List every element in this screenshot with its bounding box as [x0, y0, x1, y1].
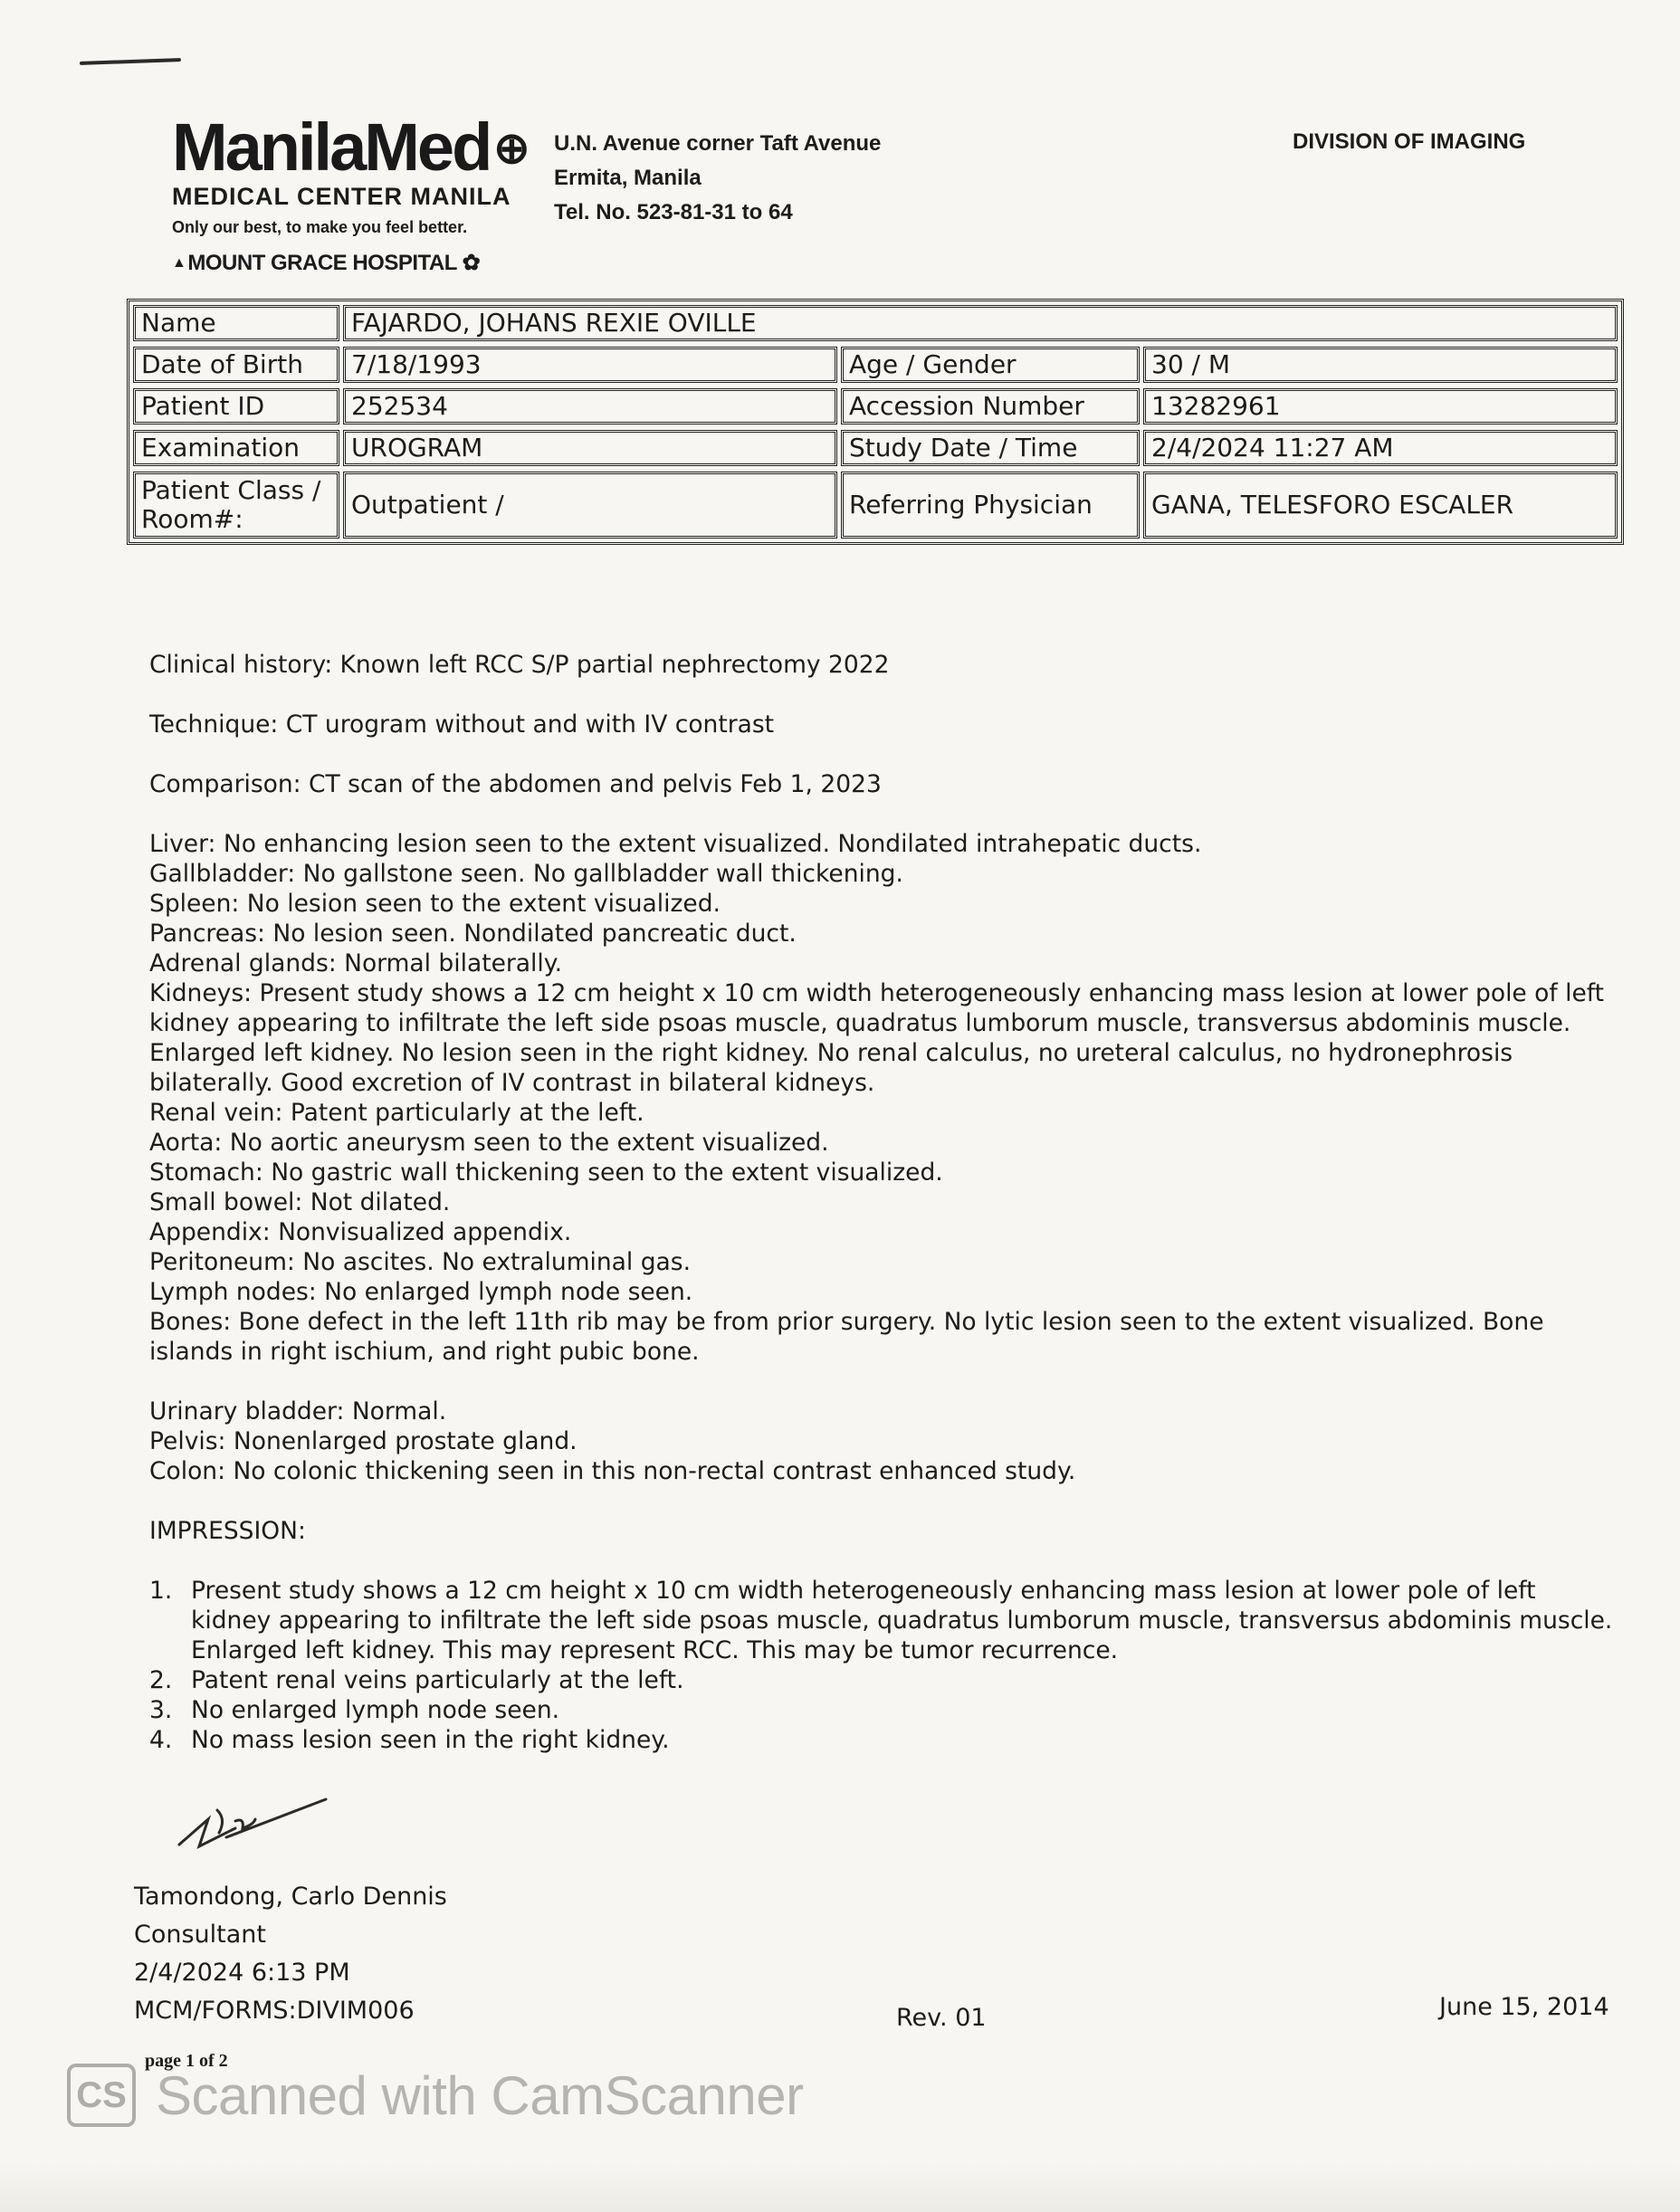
row-examination	[133, 430, 1618, 466]
signer-name: Tamondong, Carlo Dennis	[134, 1883, 447, 1911]
row-name	[133, 305, 1618, 341]
patient-class-label: Patient Class / Room#:	[133, 472, 339, 539]
finding-line: Kidneys: Present study shows a 12 cm height x 10 cm width heterogeneously enhancing mass lesion at lower pole of left kidney appearing to infiltrate the left side psoas muscle, quadratus lumborum muscle, transversus abdominis muscle. Enlarged left kidney. No lesion seen in the right kidney. No renal calculus, no ureteral calculus, no hydronephrosis bilaterally. Good excretion of IV contrast in bilateral kidneys.	[149, 979, 1605, 1097]
findings-list	[149, 829, 1616, 1367]
finding-line: Appendix: Nonvisualized appendix.	[149, 1218, 572, 1246]
row-dob	[133, 347, 1618, 383]
finding-line: Gallbladder: No gallstone seen. No gallbladder wall thickening.	[149, 860, 903, 888]
signer-title: Consultant	[134, 1921, 266, 1949]
impression-item	[149, 1576, 1616, 1665]
patient-id-value: 252534	[343, 388, 837, 424]
finding-line: Pancreas: No lesion seen. Nondilated pancreatic duct.	[149, 920, 797, 948]
report-body	[149, 650, 1616, 1755]
technique: Technique: CT urogram without and with IV contrast	[149, 710, 775, 739]
form-revision: Rev. 01	[896, 2004, 987, 2032]
scan-edge	[0, 2163, 1680, 2212]
division-title: DIVISION OF IMAGING	[1293, 129, 1526, 154]
finding-line: Spleen: No lesion seen to the extent visualized.	[149, 890, 721, 918]
impression-number: 2.	[149, 1666, 173, 1694]
patient-id-label: Patient ID	[133, 388, 339, 424]
triangle-icon: ▲	[172, 255, 186, 271]
finding-line: Liver: No enhancing lesion seen to the extent visualized. Nondilated intrahepatic ducts.	[149, 830, 1202, 858]
hospital-address	[554, 127, 881, 230]
impression-item	[149, 1695, 1616, 1725]
finding-line: Small bowel: Not dilated.	[149, 1188, 451, 1216]
examination-label: Examination	[133, 430, 339, 466]
address-phone: Tel. No. 523-81-31 to 64	[554, 200, 793, 224]
finding-line: Renal vein: Patent particularly at the left.	[149, 1099, 644, 1127]
camscanner-watermark	[67, 2064, 804, 2127]
accession-label: Accession Number	[841, 388, 1140, 424]
finding-line: Bones: Bone defect in the left 11th rib may be from prior surgery. No lytic lesion seen to the extent visualized. Bone islands in right ischium, and right pubic bone.	[149, 1308, 1544, 1366]
referring-physician-label: Referring Physician	[841, 472, 1140, 539]
camscanner-text: Scanned with CamScanner	[156, 2064, 804, 2126]
row-patient-class	[133, 472, 1618, 539]
finding-line: Adrenal glands: Normal bilaterally.	[149, 949, 563, 977]
finding-line: Lymph nodes: No enlarged lymph node seen.	[149, 1278, 693, 1306]
impression-item	[149, 1725, 1616, 1755]
form-code: MCM/FORMS:DIVIM006	[134, 1997, 415, 2025]
examination-value: UROGRAM	[343, 430, 837, 466]
patient-class-value: Outpatient /	[343, 472, 837, 539]
signature	[172, 1792, 335, 1855]
logo-hospital: ▲MOUNT GRACE HOSPITAL ✿	[172, 251, 481, 275]
dob-label: Date of Birth	[133, 347, 339, 383]
camscanner-badge: CS	[67, 2064, 136, 2127]
finding-line: Stomach: No gastric wall thickening seen to the extent visualized.	[149, 1158, 943, 1187]
impression-number: 3.	[149, 1696, 173, 1724]
signer-datetime: 2/4/2024 6:13 PM	[134, 1959, 350, 1987]
impression-title: IMPRESSION:	[149, 1517, 306, 1545]
page-number: page 1 of 2	[145, 2051, 228, 2071]
logo-name: ManilaMed⊕	[172, 110, 528, 185]
finding-line: Peritoneum: No ascites. No extraluminal gas.	[149, 1248, 691, 1276]
logo-tagline: Only our best, to make you feel better.	[172, 218, 468, 236]
study-date-label: Study Date / Time	[841, 430, 1140, 466]
referring-physician-value: GANA, TELESFORO ESCALER	[1143, 472, 1618, 539]
accession-value: 13282961	[1143, 388, 1618, 424]
patient-info-table	[127, 299, 1624, 545]
address-line2: Ermita, Manila	[554, 166, 702, 190]
logo-subtitle: MEDICAL CENTER MANILA	[172, 183, 511, 210]
impression-text: Present study shows a 12 cm height x 10 cm width heterogeneously enhancing mass lesion at lower pole of left kidney appearing to infiltrate the left side psoas muscle, quadratus lumborum muscle, transversus abdominis muscle. Enlarged left kidney. This may represent RCC. This may be tumor recurrence.	[191, 1577, 1613, 1664]
comparison: Comparison: CT scan of the abdomen and pelvis Feb 1, 2023	[149, 770, 882, 798]
medical-cross-icon: ⊕	[493, 125, 528, 173]
finding-line: Urinary bladder: Normal.	[149, 1397, 447, 1425]
impression-text: Patent renal veins particularly at the left.	[191, 1666, 684, 1694]
findings-list-2	[149, 1397, 1616, 1486]
impression-number: 1.	[149, 1577, 173, 1605]
dob-value: 7/18/1993	[343, 347, 837, 383]
impression-text: No mass lesion seen in the right kidney.	[191, 1726, 670, 1754]
impression-item	[149, 1665, 1616, 1695]
study-date-value: 2/4/2024 11:27 AM	[1143, 430, 1618, 466]
row-patient-id	[133, 388, 1618, 424]
flower-icon: ✿	[462, 251, 481, 275]
age-gender-value: 30 / M	[1143, 347, 1618, 383]
signer-block	[134, 1878, 447, 2030]
address-line1: U.N. Avenue corner Taft Avenue	[554, 131, 882, 156]
form-date: June 15, 2014	[1439, 1993, 1609, 2021]
clinical-history: Clinical history: Known left RCC S/P partial nephrectomy 2022	[149, 651, 890, 679]
name-value: FAJARDO, JOHANS REXIE OVILLE	[343, 305, 1618, 341]
finding-line: Pelvis: Nonenlarged prostate gland.	[149, 1427, 578, 1455]
hospital-logo	[172, 110, 528, 276]
age-gender-label: Age / Gender	[841, 347, 1140, 383]
pen-mark	[80, 58, 181, 65]
finding-line: Aorta: No aortic aneurysm seen to the extent visualized.	[149, 1129, 829, 1157]
finding-line: Colon: No colonic thickening seen in this non-rectal contrast enhanced study.	[149, 1457, 1076, 1485]
impression-text: No enlarged lymph node seen.	[191, 1696, 560, 1724]
name-label: Name	[133, 305, 339, 341]
impression-number: 4.	[149, 1726, 173, 1754]
impression-list	[149, 1576, 1616, 1755]
